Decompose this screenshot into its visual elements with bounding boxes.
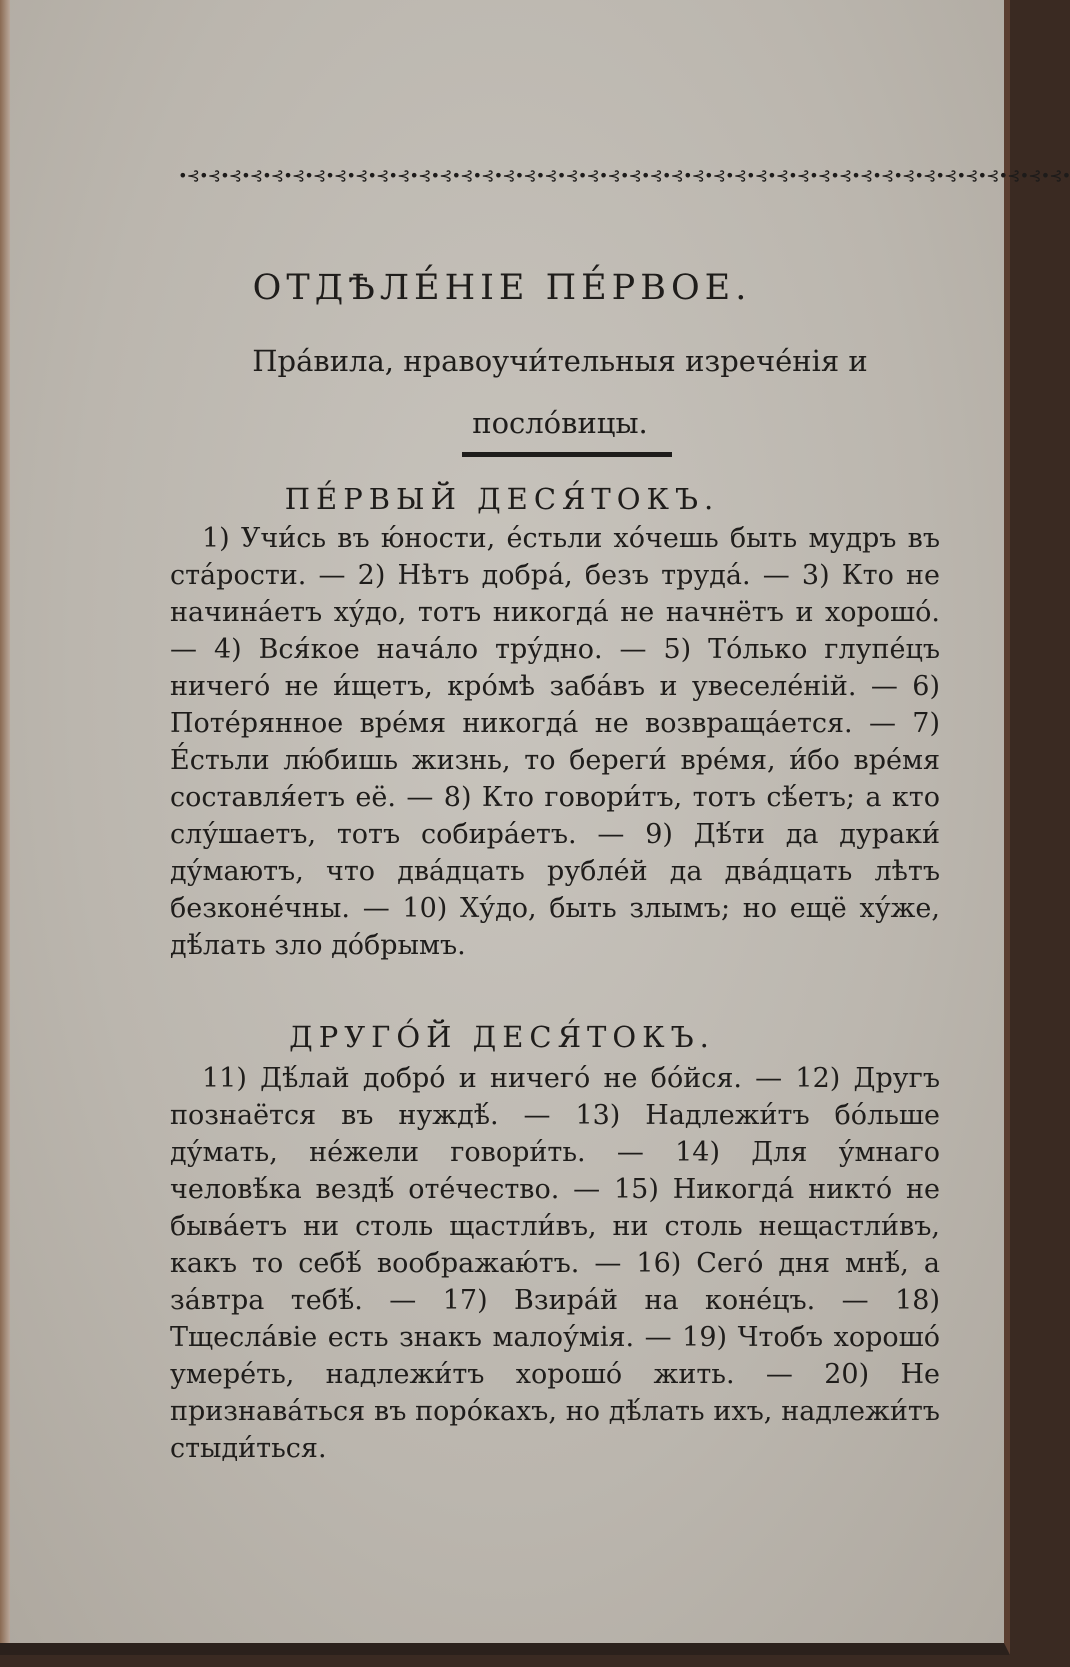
divider-rule — [462, 452, 672, 457]
page-spine-edge — [0, 0, 10, 1643]
second-ten-heading: ДРУГО́Й ДЕСЯ́ТОКЪ. — [289, 1020, 715, 1054]
ornamental-border: •⊰•⊰•⊰•⊰•⊰•⊰•⊰•⊰•⊰•⊰•⊰•⊰•⊰•⊰•⊰•⊰•⊰•⊰•⊰•⊰•⊰•⊰•⊰•⊰•⊰•⊰•⊰•⊰•⊰•⊰•⊰•⊰•⊰•⊰•⊰•⊰•⊰•⊰•⊰•⊰•⊰•⊰• — [178, 166, 1070, 185]
first-ten-paragraph: 1) Учи́сь въ ю́ности, е́стьли хо́чешь быть мудръ въ ста́рости. — 2) Нѣтъ добра́, безъ труда́. — 3) Кто не начина́етъ ху́до, тотъ никогда́ не начнётъ и хорошо́. — 4) Вся́кое нача́ло тру́дно. — 5) То́лько глупе́цъ ничего́ не и́щетъ, кро́мѣ заба́въ и увеселе́ній. — 6) Поте́рянное вре́мя никогда́ не возвраща́ется. — 7) Е́стьли лю́бишь жизнь, то береги́ вре́мя, и́бо вре́мя составля́етъ её. — 8) Кто говори́тъ, тотъ сѣ́етъ; а кто слу́шаетъ, тотъ собира́етъ. — 9) Дѣ́ти да дураки́ ду́маютъ, что два́дцать рубле́й да два́дцать лѣтъ безконе́чны. — 10) Ху́до, быть злымъ; но ещё ху́же, дѣ́лать зло до́брымъ. — [170, 523, 940, 961]
section-subtitle: Пра́вила, нравоучи́тельныя изрече́нія и посло́вицы. — [252, 344, 868, 440]
second-ten-paragraph: 11) Дѣ́лай добро́ и ничего́ не бо́йся. — 12) Другъ познаётся въ нуждѣ́. — 13) Надлежи́тъ бо́льше ду́мать, не́жели говори́ть. — 14) Для у́мнаго человѣ́ка вездѣ́ оте́чество. — 15) Никогда́ никто́ не быва́етъ ни столь щастли́въ, ни столь нещастли́въ, какъ то себѣ́ воображаю́тъ. — 16) Сего́ дня мнѣ́, а за́втра тебѣ́. — 17) Взира́й на коне́цъ. — 18) Тщесла́віе есть знакъ малоу́мія. — 19) Чтобъ хорошо́ умере́ть, надлежи́тъ хорошо́ жить. — 20) Не признава́ться въ поро́кахъ, но дѣ́лать ихъ, надлежи́тъ стыди́ться. — [170, 1063, 940, 1464]
first-ten-heading: ПЕ́РВЫЙ ДЕСЯ́ТОКЪ. — [284, 482, 720, 516]
section-title: ОТДѢЛЕ́НІЕ ПЕ́РВОЕ. — [252, 268, 752, 308]
